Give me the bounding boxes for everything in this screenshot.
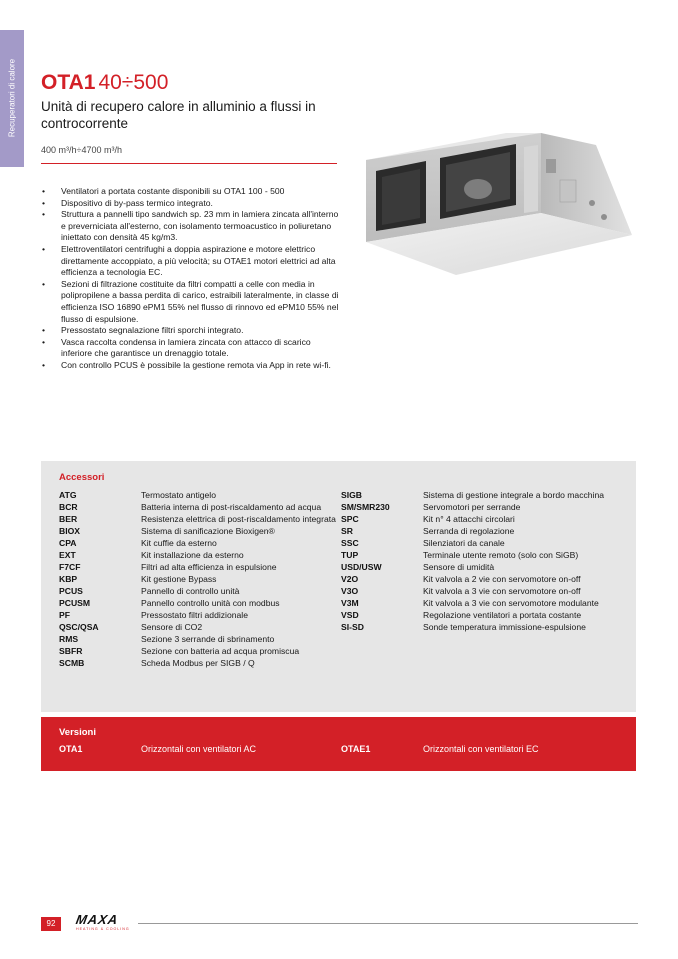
- accessory-row: [59, 597, 337, 609]
- accessory-desc: Sonde temperatura immissione-espulsione: [423, 622, 586, 632]
- accessory-code: BCR: [59, 502, 78, 512]
- accessory-row: [59, 645, 337, 657]
- accessories-title: Accessori: [59, 472, 105, 483]
- section-tab-label: Recuperatori di calore: [7, 58, 17, 138]
- accessory-code: SI-SD: [341, 622, 364, 632]
- airflow-range: 400 m³/h÷4700 m³/h: [41, 145, 122, 155]
- accessory-desc: Pannello controllo unità con modbus: [141, 598, 280, 608]
- accessory-desc: Regolazione ventilatori a portata costante: [423, 610, 582, 620]
- accessory-code: EXT: [59, 550, 76, 560]
- accessory-code: CPA: [59, 538, 77, 548]
- accessory-desc: Silenziatori da canale: [423, 538, 505, 548]
- accessory-desc: Pressostato filtri addizionale: [141, 610, 248, 620]
- accessory-row: [341, 525, 613, 537]
- accessory-desc: Sistema di sanificazione Bioxigen®: [141, 526, 275, 536]
- accessory-desc: Sezione con batteria ad acqua promiscua: [141, 646, 300, 656]
- accessory-row: [341, 537, 613, 549]
- footer-divider: [138, 923, 638, 924]
- accessory-code: V3M: [341, 598, 359, 608]
- accessory-row: [59, 585, 337, 597]
- accessory-desc: Kit valvola a 2 vie con servomotore on-off: [423, 574, 581, 584]
- accessory-code: SR: [341, 526, 353, 536]
- accessory-code: BER: [59, 514, 78, 524]
- accessory-row: [59, 525, 337, 537]
- accessory-code: PCUS: [59, 586, 83, 596]
- accessory-code: SIGB: [341, 490, 363, 500]
- accessory-desc: Batteria interna di post-riscaldamento ad acqua: [141, 502, 322, 512]
- page-title: [41, 70, 168, 96]
- brand-tagline: HEATING & COOLING: [76, 927, 130, 931]
- accessory-code: VSD: [341, 610, 359, 620]
- accessory-row: [59, 501, 337, 513]
- accessory-row: [341, 561, 613, 573]
- brand-logo: [76, 913, 130, 932]
- accessory-desc: Kit gestione Bypass: [141, 574, 217, 584]
- versions-panel: [41, 717, 636, 771]
- accessories-column-left: [59, 489, 337, 669]
- version-desc: Orizzontali con ventilatori AC: [141, 744, 257, 754]
- feature-item: • Ventilatori a portata costante disponibili su OTA1 100 - 500: [41, 186, 341, 198]
- accessory-desc: Filtri ad alta efficienza in espulsione: [141, 562, 277, 572]
- accessory-row: [341, 621, 613, 633]
- page-number: 92: [41, 917, 61, 931]
- feature-item: • Struttura a pannelli tipo sandwich sp. 23 mm in lamiera zincata all'interno e preverniciata all'esterno, con isolamento termoacustico in poliuretano iniettato con densità 45 kg/m3.: [41, 209, 341, 244]
- accessory-desc: Kit cuffie da esterno: [141, 538, 217, 548]
- accessory-desc: Sezione 3 serrande di sbrinamento: [141, 634, 275, 644]
- accessory-code: USD/USW: [341, 562, 382, 572]
- accessory-row: [59, 513, 337, 525]
- accessory-row: [59, 561, 337, 573]
- accessory-row: [59, 489, 337, 501]
- version-code: OTAE1: [341, 744, 371, 754]
- title-divider: [41, 163, 337, 164]
- accessory-code: SM/SMR230: [341, 502, 390, 512]
- accessory-row: [59, 633, 337, 645]
- accessory-row: [341, 585, 613, 597]
- accessory-row: [59, 537, 337, 549]
- accessory-desc: Resistenza elettrica di post-riscaldamento integrata: [141, 514, 336, 524]
- accessory-row: [341, 573, 613, 585]
- accessory-row: [341, 489, 613, 501]
- version-item: [341, 744, 539, 754]
- accessory-desc: Sistema di gestione integrale a bordo macchina: [423, 490, 605, 500]
- accessory-desc: Terminale utente remoto (solo con SiGB): [423, 550, 579, 560]
- page-subtitle: Unità di recupero calore in alluminio a flussi in controcorrente: [41, 99, 316, 131]
- accessory-desc: Termostato antigelo: [141, 490, 216, 500]
- accessory-code: PCUSM: [59, 598, 91, 608]
- accessory-desc: Kit valvola a 3 vie con servomotore modulante: [423, 598, 599, 608]
- accessory-row: [59, 657, 337, 669]
- accessory-row: [341, 513, 613, 525]
- feature-list: [41, 186, 341, 372]
- model-name: OTA1: [41, 71, 96, 94]
- section-tab: [0, 30, 24, 167]
- feature-item: • Pressostato segnalazione filtri sporchi integrato.: [41, 325, 341, 337]
- accessory-row: [341, 501, 613, 513]
- accessory-desc: Kit valvola a 3 vie con servomotore on-off: [423, 586, 581, 596]
- accessory-code: QSC/QSA: [59, 622, 99, 632]
- accessory-row: [341, 609, 613, 621]
- accessory-code: SCMB: [59, 658, 85, 668]
- feature-item: • Elettroventilatori centrifughi a doppia aspirazione e motore elettrico direttamente accoppiato, a più velocità; su OTAE1 motori elettrici ad alta efficienza a tecnologia EC.: [41, 244, 341, 279]
- accessory-code: V3O: [341, 586, 359, 596]
- versions-title: Versioni: [59, 727, 96, 738]
- accessory-code: RMS: [59, 634, 79, 644]
- accessory-code: ATG: [59, 490, 77, 500]
- accessories-column-right: [341, 489, 613, 633]
- feature-item: • Dispositivo di by-pass termico integrato.: [41, 198, 341, 210]
- accessory-desc: Pannello di controllo unità: [141, 586, 240, 596]
- accessory-code: PF: [59, 610, 70, 620]
- accessory-code: KBP: [59, 574, 78, 584]
- accessory-code: TUP: [341, 550, 359, 560]
- version-code: OTA1: [59, 744, 83, 754]
- model-range: 40÷500: [98, 71, 169, 94]
- accessory-row: [341, 597, 613, 609]
- accessory-code: SPC: [341, 514, 359, 524]
- accessories-panel: [41, 461, 636, 712]
- accessory-desc: Serranda di regolazione: [423, 526, 515, 536]
- accessory-code: SBFR: [59, 646, 83, 656]
- product-image: [356, 125, 652, 285]
- feature-item: • Vasca raccolta condensa in lamiera zincata con attacco di scarico inferiore che garantisce un drenaggio totale.: [41, 337, 341, 360]
- accessory-desc: Scheda Modbus per SIGB / Q: [141, 658, 255, 668]
- accessory-code: F7CF: [59, 562, 81, 572]
- accessory-desc: Sensore di CO2: [141, 622, 203, 632]
- version-desc: Orizzontali con ventilatori EC: [423, 744, 539, 754]
- accessory-row: [341, 549, 613, 561]
- version-item: [59, 744, 256, 754]
- accessory-row: [59, 609, 337, 621]
- accessory-code: SSC: [341, 538, 359, 548]
- accessory-desc: Kit n° 4 attacchi circolari: [423, 514, 515, 524]
- accessory-code: V2O: [341, 574, 359, 584]
- brand-name: MAXA: [74, 912, 120, 927]
- accessory-row: [59, 549, 337, 561]
- accessory-desc: Kit installazione da esterno: [141, 550, 244, 560]
- accessory-desc: Servomotori per serrande: [423, 502, 521, 512]
- feature-item: • Sezioni di filtrazione costituite da filtri compatti a celle con media in polipropilene a bassa perdita di carico, estraibili lateralmente, in classe di efficienza ISO 16890 ePM1 55% nel flusso di rinnovo ed ePM10 55% nel flusso di espulsione.: [41, 279, 341, 325]
- accessory-row: [59, 573, 337, 585]
- accessory-code: BIOX: [59, 526, 81, 536]
- feature-item: • Con controllo PCUS è possibile la gestione remota via App in rete wi-fi.: [41, 360, 341, 372]
- accessory-row: [59, 621, 337, 633]
- accessory-desc: Sensore di umidità: [423, 562, 495, 572]
